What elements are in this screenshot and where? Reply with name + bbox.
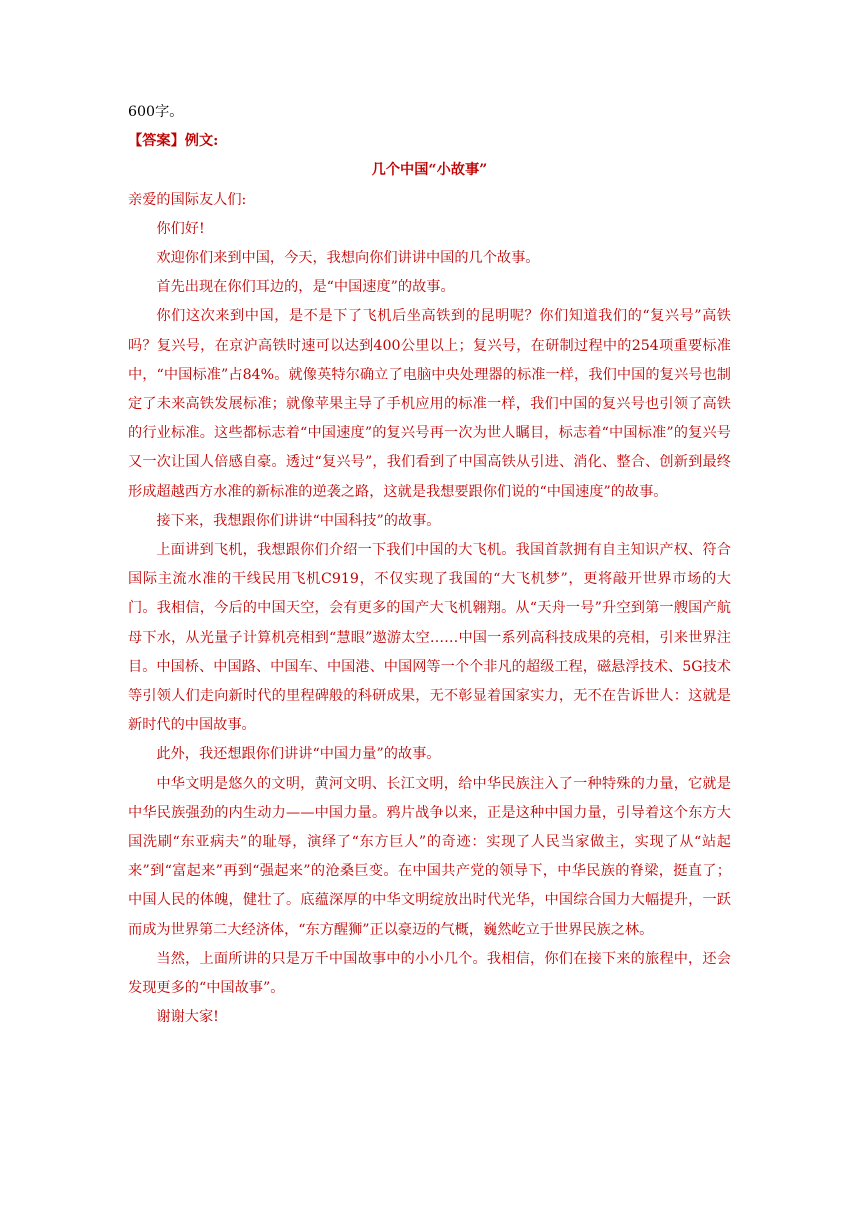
answer-label: 【答案】 [128,133,185,150]
answer-heading [128,127,731,156]
paragraph-hello: 你们好! [156,220,205,237]
salutation: 亲爱的国际友人们: [128,191,247,208]
previous-text-tail: 600字。 [128,104,184,120]
paragraph-thanks: 谢谢大家! [156,1009,219,1026]
document-body [128,98,731,1033]
paragraph-tech-story: 上面讲到飞机，我想跟你们介绍一下我们中国的大飞机。我国首款拥有自主知识产权、符合国际主流水准的干线民用飞机C919，不仅实现了我国的“大飞机梦”，更将敲开世界市场的大门。我相信，今后的中国天空，会有更多的国产大飞机翱翔。从“天舟一号”升空到第一艘国产航母下水，从光量子计算机亮相到“慧眼”遨游太空……中国一系列高科技成果的亮相，引来世界注目。中国桥、中国路、中国车、中国港、中国网等一个个非凡的超级工程，磁悬浮技术、5G技术等引领人们走向新时代的里程碑般的科研成果，无不彰显着国家实力，无不在告诉世人：这就是新时代的中国故事。 [128,542,731,734]
paragraph-speed-story: 你们这次来到中国，是不是下了飞机后坐高铁到的昆明呢？你们知道我们的“复兴号”高铁吗？复兴号，在京沪高铁时速可以达到400公里以上；复兴号，在研制过程中的254项重要标准中，“中国标准”占84%。就像英特尔确立了电脑中央处理器的标准一样，我们中国的复兴号也制定了未来高铁发展标准；就像苹果主导了手机应用的标准一样，我们中国的复兴号也引领了高铁的行业标准。这些都标志着“中国速度”的复兴号再一次为世人瞩目，标志着“中国标准”的复兴号又一次让国人倍感自豪。透过“复兴号”，我们看到了中国高铁从引进、消化、整合、创新到最终形成超越西方水准的新标准的逆袭之路，这就是我想要跟你们说的“中国速度”的故事。 [128,308,731,500]
paragraph-speed-intro: 首先出现在你们耳边的，是“中国速度”的故事。 [156,279,455,296]
example-label: 例文: [184,133,219,150]
paragraph-power-story: 中华文明是悠久的文明，黄河文明、长江文明，给中华民族注入了一种特殊的力量，它就是中华民族强劲的内生动力——中国力量。鸦片战争以来，正是这种中国力量，引导着这个东方大国洗刷“东亚病夫”的耻辱，演绎了“东方巨人”的奇迹：实现了人民当家做主，实现了从“站起来”到“富起来”再到“强起来”的沧桑巨变。在中国共产党的领导下，中华民族的脊梁，挺直了；中国人民的体魄，健壮了。底蕴深厚的中华文明绽放出时代光华，中国综合国力大幅提升，一跃而成为世界第二大经济体，“东方醒狮”正以豪迈的气概，巍然屹立于世界民族之林。 [128,775,731,938]
paragraph-welcome: 欢迎你们来到中国，今天，我想向你们讲讲中国的几个故事。 [156,250,540,267]
paragraph-tech-intro: 接下来，我想跟你们讲讲“中国科技”的故事。 [156,512,441,529]
essay-title: 几个中国“小故事” [371,162,488,179]
paragraph-conclusion: 当然，上面所讲的只是万千中国故事中的小小几个。我相信，你们在接下来的旅程中，还会发现更多的“中国故事”。 [128,950,731,997]
paragraph-power-intro: 此外，我还想跟你们讲讲“中国力量”的故事。 [156,746,441,763]
